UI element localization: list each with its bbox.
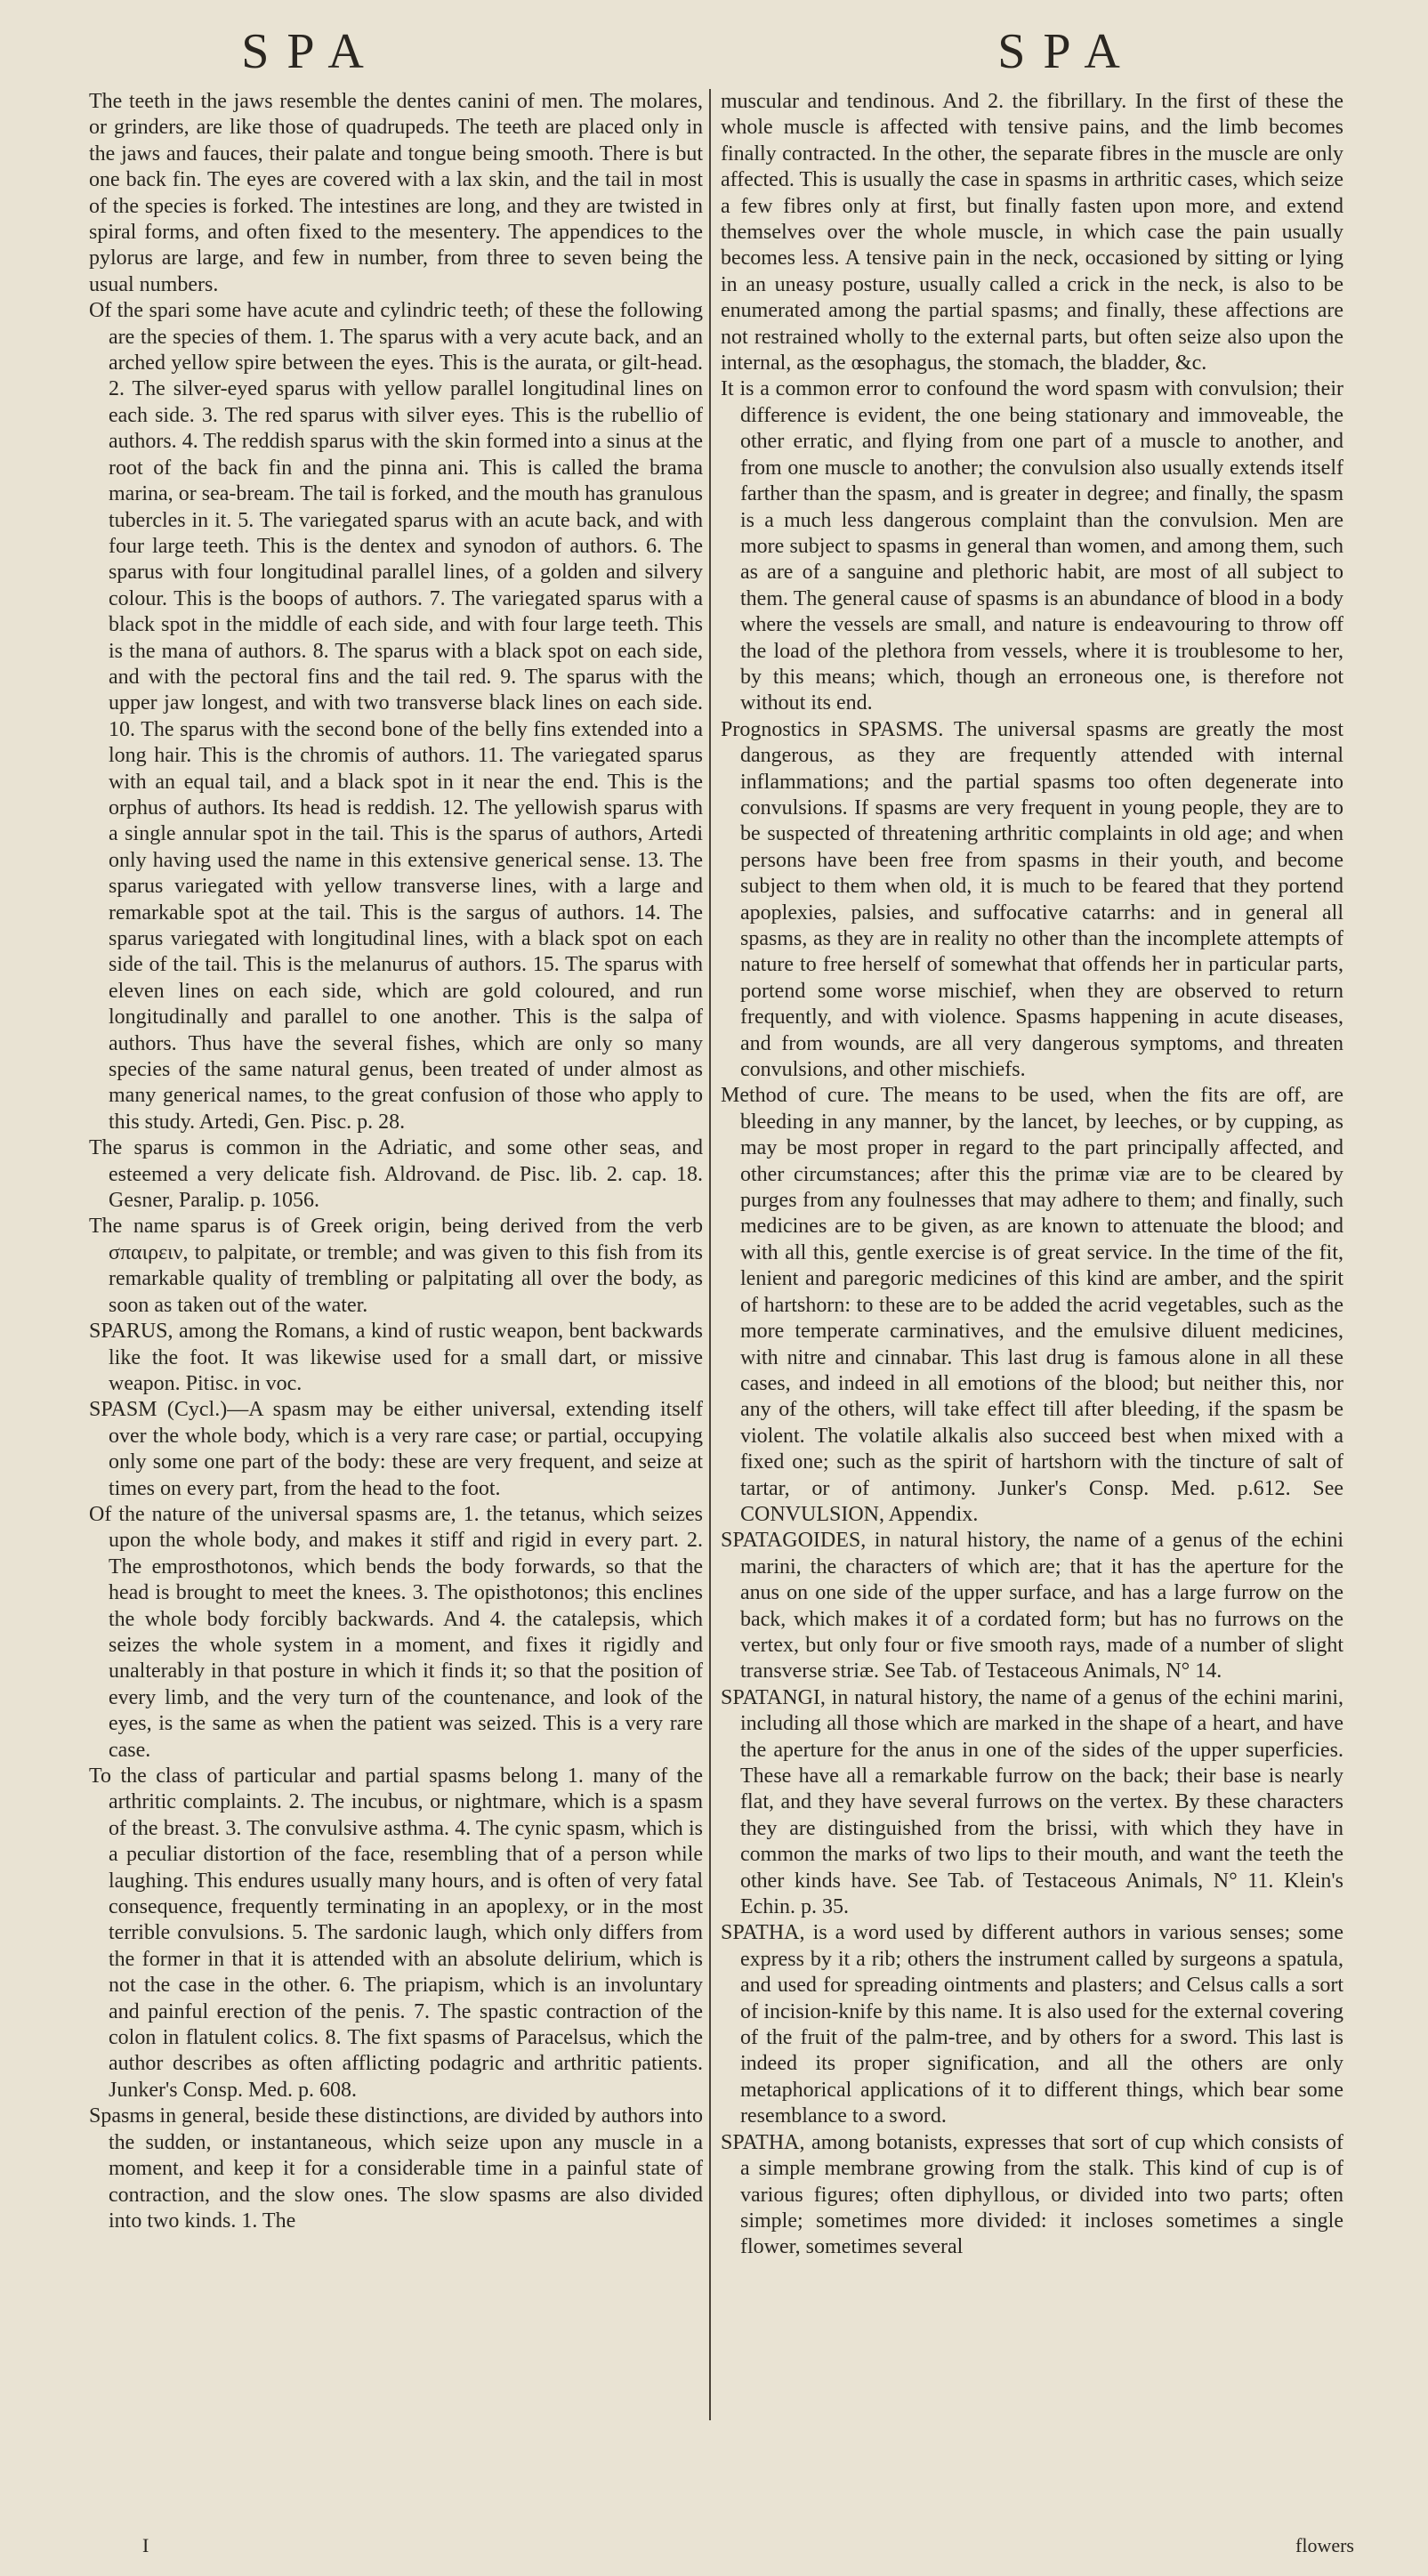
running-head-left: SPA bbox=[241, 24, 382, 79]
running-head-right: SPA bbox=[997, 24, 1138, 79]
paragraph: The sparus is common in the Adriatic, and some other seas, and esteemed a very delicate fish. Aldrovand. de Pisc. lib. 2. cap. 18. Gesner, Paralip. p. 1056. bbox=[89, 1136, 703, 1213]
paragraph: The name sparus is of Greek origin, being derived from the verb σπαιρειν, to palpitate, or tremble; and was given to this fish from its remarkable quality of trembling or palpitating all over the body, as soon as taken out of the water. bbox=[89, 1215, 703, 1317]
paragraph: Of the spari some have acute and cylindric teeth; of these the following are the species of them. 1. The sparus with a very acute back, and an arched yellow spire between the eyes. This is the aurata, or gilt-head. 2. The silver-eyed sparus with yellow parallel longitudinal lines on each side. 3. The red sparus with silver eyes. This is the rubellio of authors. 4. The reddish sparus with the skin formed into a sinus at the root of the back fin and the pinna ani. This is called the brama marina, or sea-bream. The tail is forked, and the mouth has granulous tubercles in it. 5. The variegated sparus with an acute back, and with four large teeth. This is the dentex and synodon of authors. 6. The sparus with four longitudinal parallel lines, of a golden and silvery colour. This is the boops of authors. 7. The variegated sparus with a black spot in the middle of each side, and with four large teeth. This is the mana of authors. 8. The sparus with a black spot on each side, and with the pectoral fins and the tail red. 9. The sparus with the upper jaw longest, and with two transverse black lines on each side. 10. The sparus with the second bone of the belly fins extended into a long hair. This is the chromis of authors. 11. The variegated sparus with an equal tail, and a black spot in it near the end. This is the orphus of authors. Its head is reddish. 12. The yellowish sparus with a single annular spot in the tail. This is the sparus of authors, Artedi only having used the name in this extensive generical sense. 13. The sparus variegated with yellow transverse lines, with a large and remarkable spot at the tail. This is the sargus of authors. 14. The sparus variegated with longitudinal lines, with a black spot on each side of the tail. This is the melanurus of authors. 15. The sparus with eleven lines on each side, which are gold coloured, and run longitudinally and parallel to one another. This is the salpa of authors. Thus have the several fishes, which are only so many species of the same natural genus, been treated of under almost as many generical names, to the great confusion of those who apply to this study. Artedi, Gen. Pisc. p. 28. bbox=[89, 299, 703, 1134]
column-rule bbox=[709, 89, 711, 2420]
entry-sparus: SPARUS, among the Romans, a kind of rustic weapon, bent backwards like the foot. It was likewise used for a small dart, or missive weapon. Pitisc. in voc. bbox=[89, 1320, 703, 1395]
entry-spatha: SPATHA, is a word used by different authors in various senses; some express by it a rib; others the instrument called by surgeons a spatula, and used for spreading ointments and plasters; and Celsus calls a sort of incision-knife by this name. It is also used for the external covering of the fruit of the palm-tree, and by others for a sword. This last is indeed its proper signification, and all the others are only metaphorical applications of it to different things, which bear some resemblance to a sword. bbox=[721, 1921, 1343, 2128]
left-column bbox=[89, 89, 703, 2527]
entry-spatha-botany: SPATHA, among botanists, expresses that sort of cup which consists of a simple membrane growing from the stalk. This kind of cup is of various figures; often diphyllous, or divided into two parts; often simple; sometimes more divided: it incloses sometimes a single flower, sometimes several bbox=[721, 2130, 1343, 2259]
paragraph: Of the nature of the universal spasms are, 1. the tetanus, which seizes upon the whole body, and makes it stiff and rigid in every part. 2. The emprosthotonos, which bends the body forwards, so that the head is brought to meet the knees. 3. The opisthotonos; this enclines the whole body forcibly backwards. And 4. the catalepsis, which seizes the whole system in a moment, and fixes it rigidly and unalterably in that posture in which it finds it; so that the position of every limb, and the very turn of the countenance, and look of the eyes, is the same as when the patient was seized. This is a very rare case. bbox=[89, 1502, 703, 1762]
paragraph: Spasms in general, beside these distinctions, are divided by authors into the sudden, or instantaneous, which seize upon any muscle in a moment, and keep it for a considerable time in a painful state of contraction, and the slow ones. The slow spasms are also divided into two kinds. 1. The bbox=[89, 2104, 703, 2233]
signature-mark: I bbox=[142, 2534, 149, 2556]
entry-spatangi: SPATANGI, in natural history, the name of a genus of the echini marini, including all those which are marked in the shape of a heart, and have the aperture for the anus in one of the sides of the upper superficies. These have all a remarkable furrow on the back; their base is nearly flat, and they have several furrows on the vertex. By these characters they are distinguished from the brissi, with which they have in common the marks of two lips to their mouth, and want the teeth the other kinds have. See Tab. of Testaceous Animals, N° 11. Klein's Echin. p. 35. bbox=[721, 1685, 1343, 1919]
paragraph: Method of cure. The means to be used, when the fits are off, are bleeding in any manner, by the lancet, by leeches, or by cupping, as may be most proper in regard to the part principally affected, and other circumstances; after this the primæ viæ are to be cleared by purges from any foulnesses that may adhere to them; and finally, such medicines are to be given, as are known to attenuate the blood; and with all this, gentle exercise is of great service. In the time of the fit, lenient and paregoric medicines of this kind are amber, and the spirit of hartshorn: to these are to be added the acrid vegetables, such as the more temperate carminatives, and the emulsive diluent medicines, with nitre and cinnabar. This last drug is famous alone in all these cases, and indeed in all emotions of the blood; but neither this, nor any of the others, will take effect till after bleeding, if the spasm be violent. The volatile alkalis also succeed best when mixed with a fixed one; such as the spirit of hartshorn with the tincture of salt of tartar, or of antimony. Junker's Consp. Med. p.612. See CONVULSION, Appendix. bbox=[721, 1084, 1343, 1526]
paragraph: The teeth in the jaws resemble the dentes canini of men. The molares, or grinders, are like those of quadrupeds. The teeth are placed only in the jaws and fauces, their palate and tongue being smooth. There is but one back fin. The eyes are covered with a lax skin, and the tail in most of the species is forked. The intestines are long, and they are twisted in spiral forms, and often fixed to the mesentery. The appendices to the pylorus are large, and few in number, from three to seven being the usual numbers. bbox=[89, 90, 703, 296]
paragraph: Prognostics in SPASMS. The universal spasms are greatly the most dangerous, as they are frequently attended with internal inflammations; and the partial spasms too often degenerate into convulsions. If spasms are very frequent in young people, they are to be suspected of threatening arthritic complaints in old age; and when persons have been free from spasms in their youth, and become subject to them when old, it is much to be feared that they portend apoplexies, palsies, and suffocative catarrhs: and in general all spasms, as they are in reality no other than the incomplete attempts of nature to free herself of somewhat that offends her in particular parts, portend some worse mischief, when they are observed to return frequently, and with violence. Spasms happening in acute diseases, and from wounds, are all very dangerous symptoms, and threaten convulsions, and other mischiefs. bbox=[721, 717, 1343, 1082]
paragraph: It is a common error to confound the word spasm with convulsion; their difference is evident, the one being stationary and immoveable, the other erratic, and flying from one part of a muscle to another, and from one muscle to another; the convulsion also usually extends itself farther than the spasm, and is greater in degree; and finally, the spasm is a much less dangerous complaint than the convulsion. Men are more subject to spasms in general than women, and among them, such as are of a sanguine and plethoric habit, are most of all subject to them. The general cause of spasms is an abundance of blood in a body where the vessels are small, and nature is endeavouring to throw off the load of the plethora from vessels, where it is troublesome to her, by this means; which, though an erroneous one, is therefore not without its end. bbox=[721, 377, 1343, 715]
entry-spasm: SPASM (Cycl.)—A spasm may be either universal, extending itself over the whole body, which is a very rare case; or partial, occupying only some one part of the body: these are very frequent, and seize at times on every part, from the head to the foot. bbox=[89, 1398, 703, 1500]
right-column bbox=[721, 89, 1343, 2527]
paragraph: muscular and tendinous. And 2. the fibrillary. In the first of these the whole muscle is affected with tensive pains, and the limb becomes finally contracted. In the other, the separate fibres in the muscle are only affected. This is usually the case in spasms in arthritic cases, which seize a few fibres only at first, but finally fasten upon more, and extend themselves over the whole muscle, in which case the pain usually becomes less. A tensive pain in the neck, occasioned by sitting or lying in an uneasy posture, usually called a crick in the neck, is also to be enumerated among the partial spasms; and finally, these affections are not restrained wholly to the external parts, but often seize also upon the internal, as the œsophagus, the stomach, the bladder, &c. bbox=[721, 90, 1343, 375]
catchword: flowers bbox=[1295, 2534, 1354, 2556]
entry-spatagoides: SPATAGOIDES, in natural history, the name of a genus of the echini marini, the characters of which are; that it has the aperture for the anus on one side of the upper surface, and has a large furrow on the back, which makes it of a cordated form; but has no furrows on the vertex, but only four or five smooth rays, made of a number of slight transverse striæ. See Tab. of Testaceous Animals, N° 14. bbox=[721, 1529, 1343, 1684]
paragraph: To the class of particular and partial spasms belong 1. many of the arthritic complaints. 2. The incubus, or nightmare, which is a spasm of the breast. 3. The convulsive asthma. 4. The cynic spasm, which is a peculiar distortion of the face, resembling that of a person while laughing. This endures usually many hours, and is often of very fatal consequence, frequently terminating in an apoplexy, or in the most terrible convulsions. 5. The sardonic laugh, which only differs from the former in that it is attended with an absolute delirium, which is not the case in the other. 6. The priapism, which is an involuntary and painful erection of the penis. 7. The spastic contraction of the colon in flatulent colics. 8. The fixt spasms of Paracelsus, which the author describes as often afflicting podagric and arthritic patients. Junker's Consp. Med. p. 608. bbox=[89, 1764, 703, 2102]
